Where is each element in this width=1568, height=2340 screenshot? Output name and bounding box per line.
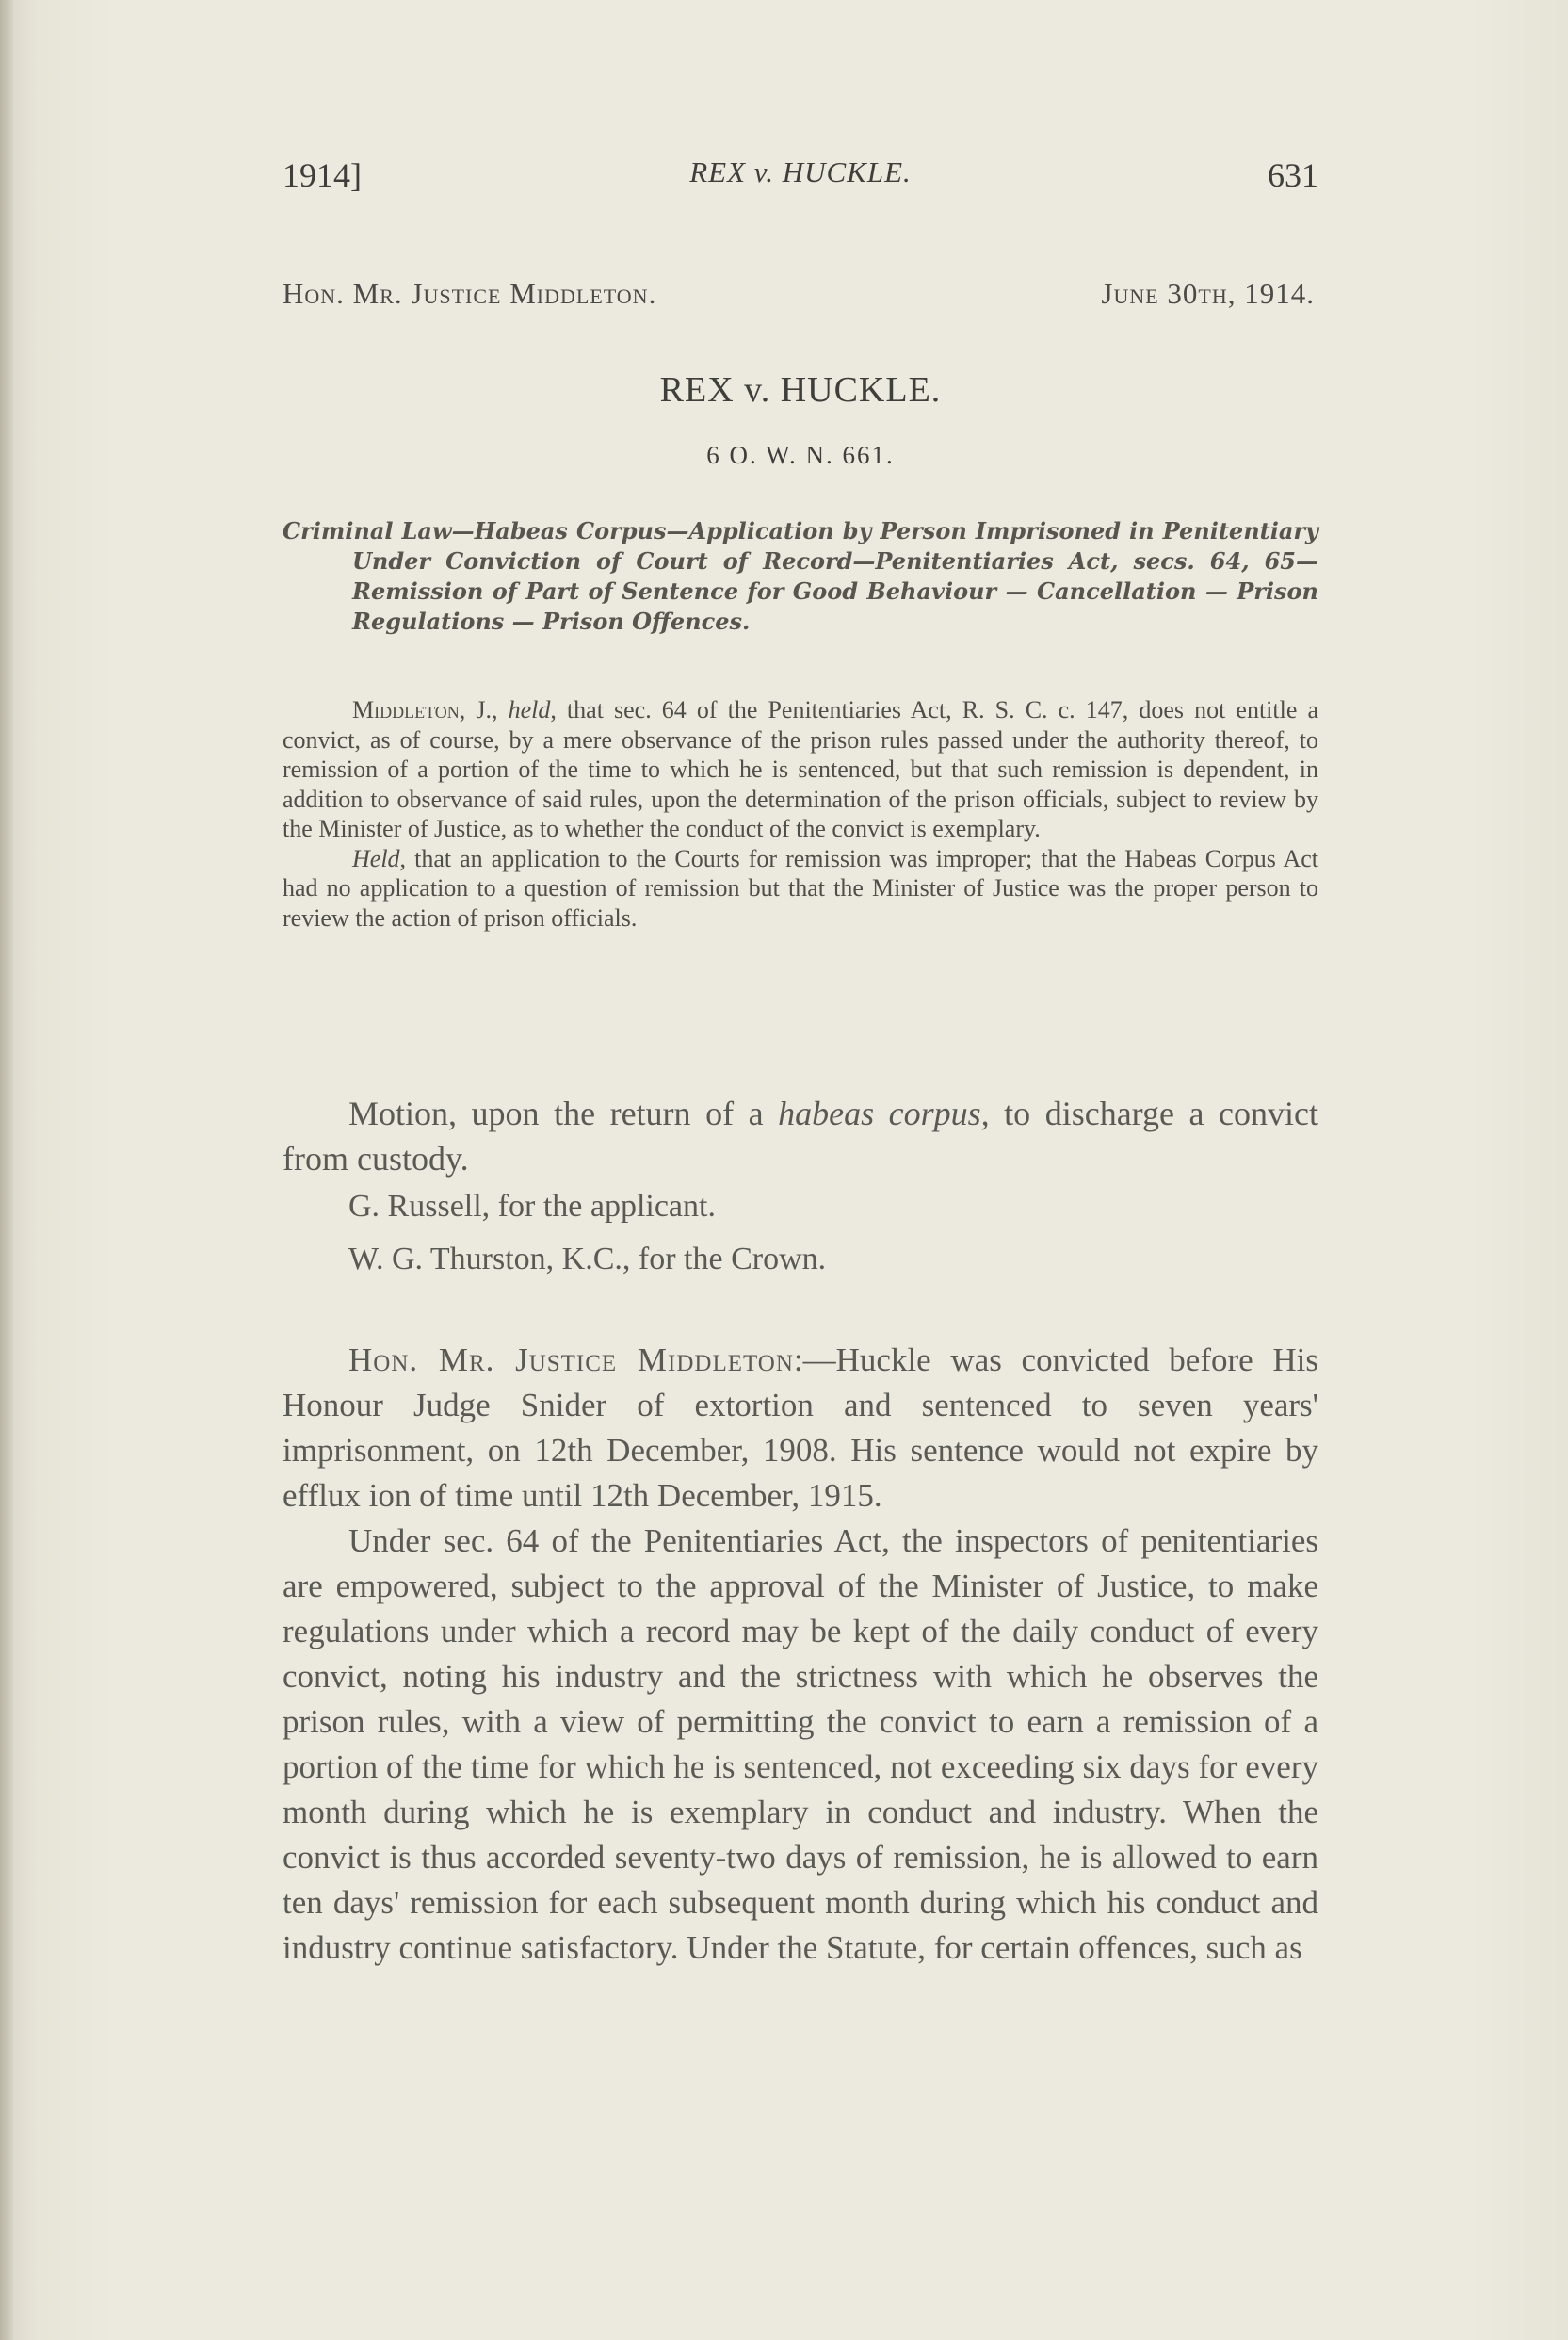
headnote-paragraph xyxy=(283,695,1318,844)
judgment-speaker: Hon. Mr. Justice Middleton xyxy=(348,1341,794,1378)
citation: 6 O. W. N. 661. xyxy=(706,441,895,469)
counsel-crown: W. G. Thurston, K.C., for the Crown. xyxy=(348,1242,827,1276)
motion-text-before: Motion, upon the return of a xyxy=(348,1095,779,1132)
motion-text-after: to discharge a convict from custody. xyxy=(283,1095,1318,1178)
case-title: REX v. HUCKLE. xyxy=(659,370,942,410)
page-spine-shadow xyxy=(0,0,13,2340)
judge-name: Hon. Mr. Justice Middleton. xyxy=(283,277,657,310)
held-word-2: Held xyxy=(352,844,400,872)
page-number: 631 xyxy=(1268,156,1318,194)
headnote-paragraph xyxy=(283,844,1318,934)
motion-italic: habeas corpus, xyxy=(778,1095,990,1132)
judgment-text-2: Under sec. 64 of the Penitentiaries Act, the inspectors of penitentiaries are empowered, subject to the approval of the Minister of Justice, to make regulations under which a record may be kept of the daily conduct of every convict, noting his industry and the strictness with which he observes the prison rules, with a view of permitting the convict to earn a remission of a portion of the time for which he is sentenced, not exceeding six days for every month during which he is exemplary in conduct and industry. When the convict is thus accorded seventy-two days of remission, he is allowed to earn ten days' remission for each subsequent month during which his conduct and industry continue satisfactory. Under the Statute, for certain offences, such as xyxy=(283,1522,1318,1966)
counsel-applicant: G. Russell, for the applicant. xyxy=(348,1189,716,1224)
judgment-paragraph xyxy=(283,1338,1318,1519)
decision-date: June 30th, 1914. xyxy=(1101,277,1315,310)
judgment-paragraph xyxy=(283,1519,1318,1971)
running-head-year: 1914] xyxy=(283,156,362,194)
judgment-text-1: :—Huckle was convicted before His Honour Judge Snider of extortion and sentenced to seven years' imprisonment, on 12th December, 1908. His sentence would not expire by efflux ion of time until 12th December, 1915. xyxy=(283,1341,1318,1514)
catchwords: Criminal Law—Habeas Corpus—Application by Person Imprisoned in Penitentiary Under Conviction of Court of Record—Penitentiaries Act, secs. 64, 65—Remission of Part of Sentence for Good Behaviour — Cancellation — Prison Regulations — Prison Offences. xyxy=(283,517,1318,635)
headnote-judge-suffix: , J., xyxy=(459,696,509,723)
running-head-title: REX v. HUCKLE. xyxy=(689,155,912,188)
running-head xyxy=(283,155,1318,203)
motion-paragraph xyxy=(283,1091,1318,1181)
held-word: held xyxy=(508,696,551,723)
headnote xyxy=(283,695,1318,933)
court-line xyxy=(283,277,1315,315)
headnote-judge: Middleton xyxy=(352,696,460,723)
headnote-text-2: , that an application to the Courts for remission was improper; that the Habeas Corpus Act had no application to a question of remission but that the Minister of Justice was the proper person to review the action of prison officials. xyxy=(283,844,1318,932)
headnote-text-1: , that sec. 64 of the Penitentiaries Act, R. S. C. c. 147, does not entitle a convict, as of course, by a mere observance of the prison rules passed under the authority thereof, to remission of a portion of the time to which he is sentenced, but that such remission is dependent, in addition to observance of said rules, upon the determination of the prison officials, subject to review by the Minister of Justice, as to whether the conduct of the convict is exemplary. xyxy=(283,696,1318,842)
judgment-body xyxy=(283,1338,1318,1971)
